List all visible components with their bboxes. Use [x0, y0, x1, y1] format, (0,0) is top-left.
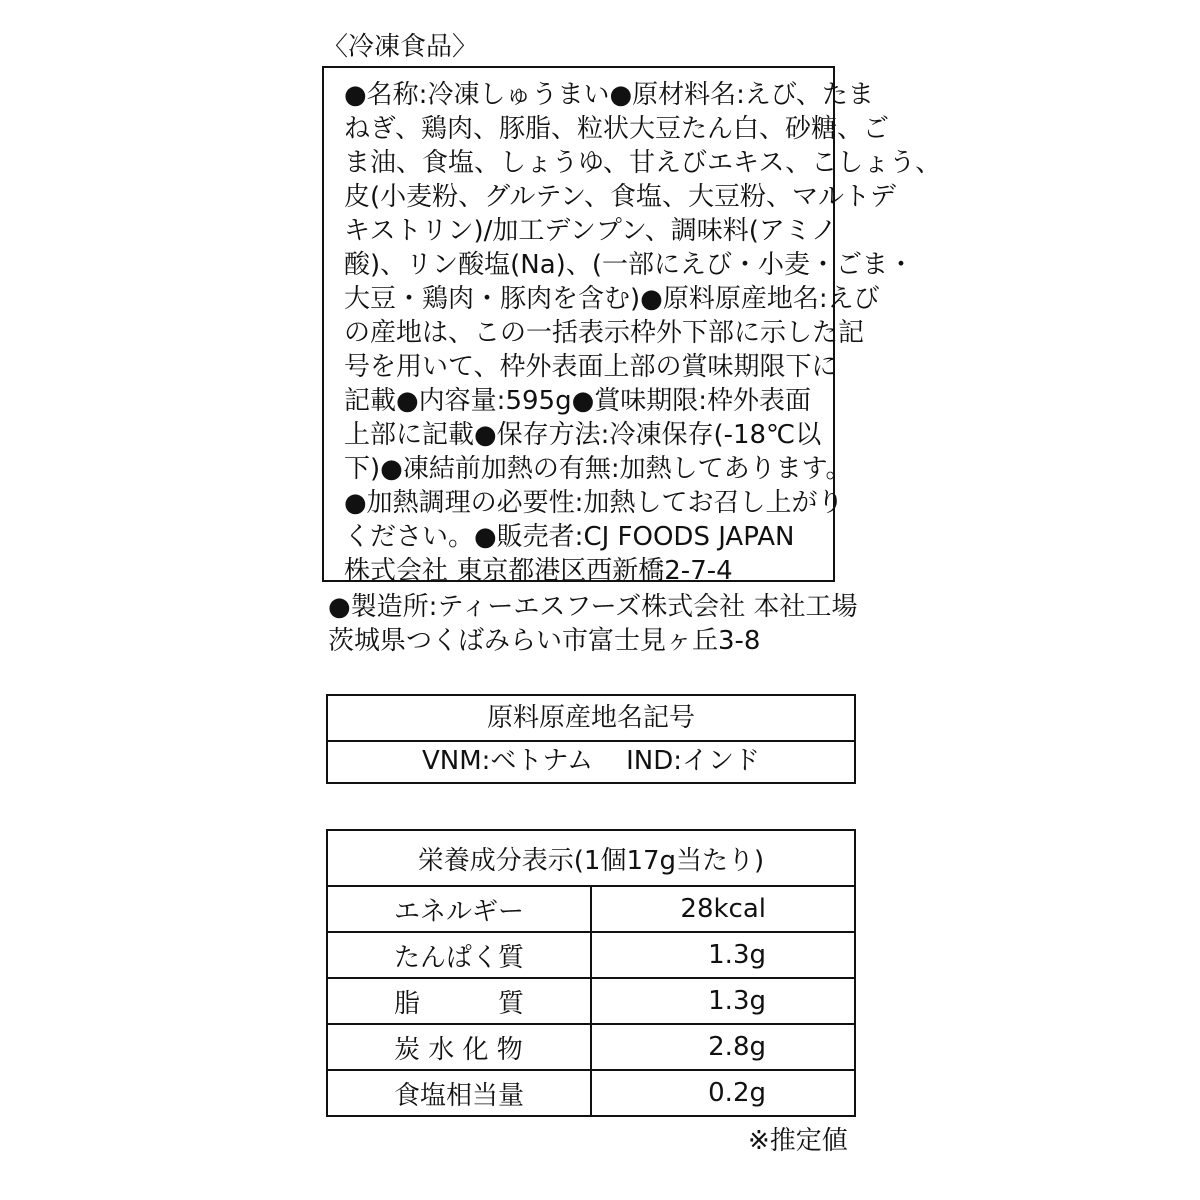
ingredients-label-box [322, 66, 942, 586]
nutrient-value: 28kcal [591, 886, 855, 932]
nutrient-label: 脂 質 [327, 978, 591, 1024]
nutrition-row [327, 886, 855, 932]
label-line: 酸)、リン酸塩(Na)、(一部にえび・小麦・ごま・ [344, 250, 914, 280]
label-line: 大豆・鶏肉・豚肉を含む)●原料原産地名:えび [344, 284, 880, 314]
label-line: ま油、食塩、しょうゆ、甘えびエキス、こしょう、 [344, 148, 942, 178]
nutrient-label: 炭 水 化 物 [327, 1024, 591, 1070]
nutrient-value: 1.3g [591, 932, 855, 978]
ingredients-text [344, 78, 941, 588]
label-line: 記載●内容量:595g●賞味期限:枠外表面 [344, 386, 812, 416]
label-line: ください。●販売者:CJ FOODS JAPAN [344, 522, 795, 552]
nutrition-title: 栄養成分表示(1個17g当たり) [327, 830, 855, 886]
nutrition-row [327, 978, 855, 1024]
category-label: 〈冷凍食品〉 [322, 32, 479, 62]
origin-code-box [326, 694, 856, 784]
label-line: 下)●凍結前加熱の有無:加熱してあります。 [344, 454, 852, 484]
estimate-note: ※推定値 [748, 1126, 848, 1156]
nutrition-header-row [327, 830, 855, 886]
nutrient-label: たんぱく質 [327, 932, 591, 978]
manufacturer-line: 茨城県つくばみらい市富士見ヶ丘3-8 [328, 626, 761, 656]
origin-codes: VNM:ベトナム IND:インド [421, 746, 761, 776]
nutrient-label: 食塩相当量 [327, 1070, 591, 1116]
nutrient-label: エネルギー [327, 886, 591, 932]
label-line: 上部に記載●保存方法:冷凍保存(-18℃以 [344, 420, 822, 450]
label-line: 皮(小麦粉、グルテン、食塩、大豆粉、マルトデ [344, 182, 896, 212]
label-line: の産地は、この一括表示枠外下部に示した記 [344, 318, 865, 348]
label-line: ●加熱調理の必要性:加熱してお召し上がり [344, 488, 844, 518]
nutrient-value: 0.2g [591, 1070, 855, 1116]
manufacturer-info [328, 590, 858, 658]
label-line: キストリン)/加工デンプン、調味料(アミノ [344, 216, 837, 246]
nutrient-value: 1.3g [591, 978, 855, 1024]
label-line: ねぎ、鶏肉、豚脂、粒状大豆たん白、砂糖、ご [344, 114, 889, 144]
nutrition-row [327, 1070, 855, 1116]
label-line: ●名称:冷凍しゅうまい●原材料名:えび、たま [344, 80, 874, 110]
nutrient-value: 2.8g [591, 1024, 855, 1070]
nutrition-row [327, 932, 855, 978]
nutrition-row [327, 1024, 855, 1070]
label-line: 株式会社 東京都港区西新橋2-7-4 [344, 556, 733, 586]
nutrition-table [326, 829, 856, 1117]
manufacturer-line: ●製造所:ティーエスフーズ株式会社 本社工場 [328, 592, 858, 622]
label-line: 号を用いて、枠外表面上部の賞味期限下に [344, 352, 838, 382]
origin-title: 原料原産地名記号 [328, 696, 854, 742]
